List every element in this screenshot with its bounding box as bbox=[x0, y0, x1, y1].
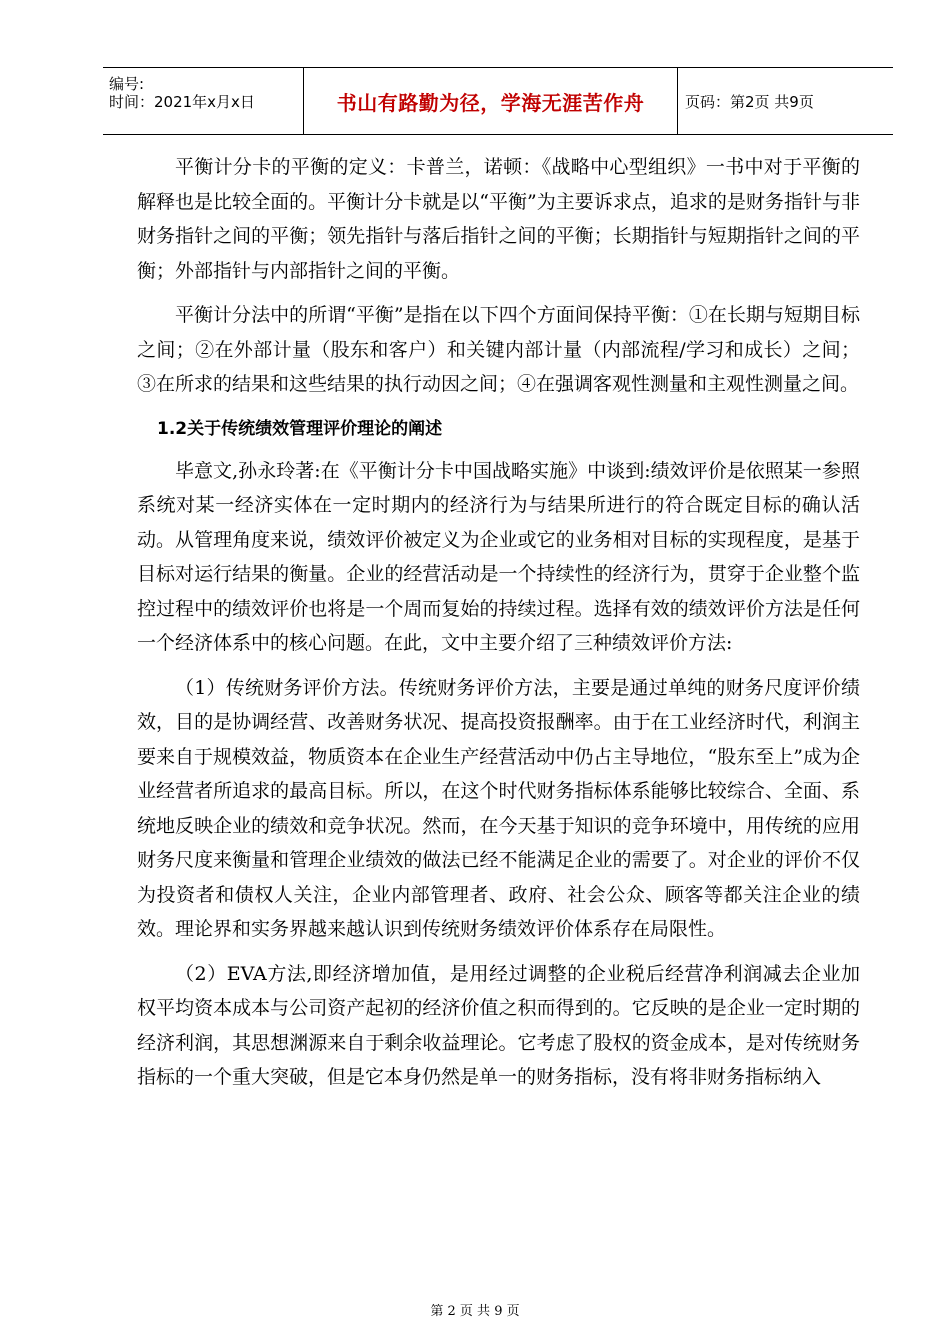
document-body bbox=[137, 150, 860, 1105]
page-number-label: 页码：第2页 共9页 bbox=[685, 92, 814, 111]
paragraph-balance-definition: 平衡计分卡的平衡的定义：卡普兰，诺顿：《战略中心型组织》一书中对于平衡的解释也是比较全面的。平衡计分卡就是以“平衡”为主要诉求点，追求的是财务指针与非财务指针之间的平衡；领先指针与落后指针之间的平衡；长期指针与短期指针之间的平衡；外部指针与内部指针之间的平衡。 bbox=[137, 156, 860, 282]
paragraph-traditional-financial: （1）传统财务评价方法。传统财务评价方法，主要是通过单纯的财务尺度评价绩效，目的是协调经营、改善财务状况、提高投资报酬率。由于在工业经济时代，利润主要来自于规模效益，物质资本在企业生产经营活动中仍占主导地位，“股东至上”成为企业经营者所追求的最高目标。所以，在这个时代财务指标体系能够比较综合、全面、系统地反映企业的绩效和竞争状况。然而，在今天基于知识的竞争环境中，用传统的应用财务尺度来衡量和管理企业绩效的做法已经不能满足企业的需要了。对企业的评价不仅为投资者和债权人关注，企业内部管理者、政府、社会公众、顾客等都关注企业的绩效。理论界和实务界越来越认识到传统财务绩效评价体系存在局限性。 bbox=[137, 676, 860, 940]
date-label: 时间：2021年x月x日 bbox=[109, 93, 255, 111]
paragraph-balance-aspects: 平衡计分法中的所谓“平衡”是指在以下四个方面间保持平衡：①在长期与短期目标之间；②在外部计量（股东和客户）和关键内部计量（内部流程/学习和成长）之间；③在所求的结果和这些结果的执行动因之间；④在强调客观性测量和主观性测量之间。 bbox=[137, 304, 860, 395]
page-header bbox=[103, 67, 893, 135]
serial-number-label: 编号: bbox=[109, 75, 145, 93]
motto-text: 书山有路勤为径，学海无涯苦作舟 bbox=[336, 90, 645, 115]
section-heading: 1.2关于传统绩效管理评价理论的阐述 bbox=[157, 418, 443, 439]
header-page-cell bbox=[678, 68, 893, 134]
header-info-cell bbox=[103, 68, 304, 134]
header-motto-cell bbox=[304, 68, 678, 134]
footer-page-number: 第 2 页 共 9 页 bbox=[430, 1304, 520, 1319]
paragraph-eva-method: （2）EVA方法,即经济增加值，是用经过调整的企业税后经营净利润减去企业加权平均资本成本与公司资产起初的经济价值之积而得到的。它反映的是企业一定时期的经济利润，其思想渊源来自于剩余收益理论。它考虑了股权的资金成本，是对传统财务指标的一个重大突破，但是它本身仍然是单一的财务指标，没有将非财务指标纳入 bbox=[137, 962, 860, 1088]
page-footer bbox=[0, 1300, 950, 1319]
paragraph-performance-evaluation: 毕意文,孙永玲著:在《平衡计分卡中国战略实施》中谈到:绩效评价是依照某一参照系统对某一经济实体在一定时期内的经济行为与结果所进行的符合既定目标的确认活动。从管理角度来说，绩效评价被定义为企业或它的业务相对目标的实现程度，是基于目标对运行结果的衡量。企业的经营活动是一个持续性的经济行为，贯穿于企业整个监控过程中的绩效评价也将是一个周而复始的持续过程。选择有效的绩效评价方法是任何一个经济体系中的核心问题。在此，文中主要介绍了三种绩效评价方法: bbox=[137, 459, 860, 654]
